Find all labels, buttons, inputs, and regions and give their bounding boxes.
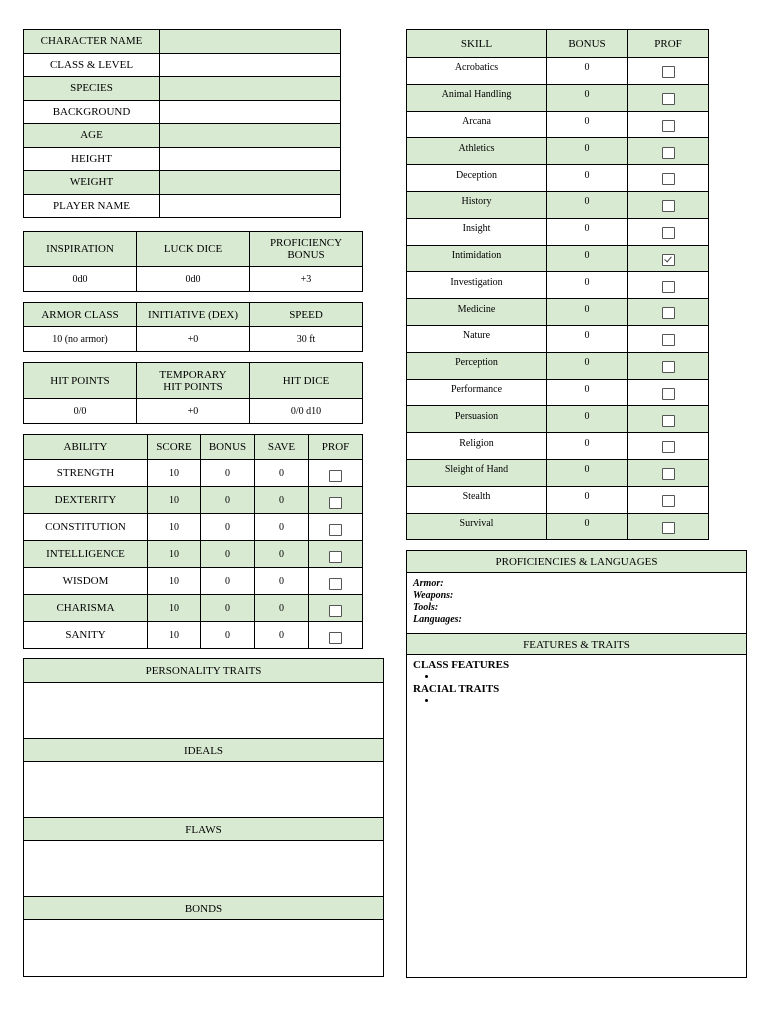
skill-bonus: 0 (547, 138, 628, 165)
skill-name: Performance (407, 379, 547, 406)
skill-bonus: 0 (547, 299, 628, 326)
skill-row (407, 513, 709, 540)
personality-traits-area[interactable] (24, 683, 383, 738)
skill-row (407, 486, 709, 513)
skill-name: Athletics (407, 138, 547, 165)
skill-bonus: 0 (547, 165, 628, 192)
ability-name: CHARISMA (24, 595, 148, 622)
identity-value[interactable] (160, 124, 341, 148)
identity-label: CHARACTER NAME (24, 30, 160, 54)
ability-row (24, 460, 363, 487)
skill-name: Animal Handling (407, 84, 547, 111)
skill-name: Religion (407, 433, 547, 460)
identity-value[interactable] (160, 147, 341, 171)
skill-row (407, 191, 709, 218)
prof-header: PROF (309, 435, 363, 460)
ability-name: WISDOM (24, 568, 148, 595)
initiative-header: INITIATIVE (DEX) (137, 303, 250, 327)
ability-prof-checkbox[interactable] (329, 632, 342, 644)
ability-prof-checkbox[interactable] (329, 524, 342, 536)
skill-prof-cell (628, 218, 709, 245)
skill-row (407, 406, 709, 433)
identity-row (24, 77, 341, 101)
identity-value[interactable] (160, 194, 341, 218)
ability-table (23, 434, 363, 649)
hit-dice-value[interactable]: 0/0 d10 (250, 399, 363, 424)
ideals-area[interactable] (24, 762, 383, 817)
identity-value[interactable] (160, 53, 341, 77)
ability-score[interactable]: 10 (148, 514, 201, 541)
skill-name: Perception (407, 352, 547, 379)
ability-bonus: 0 (201, 541, 255, 568)
skill-name: Medicine (407, 299, 547, 326)
skill-row (407, 165, 709, 192)
skill-row (407, 84, 709, 111)
ability-name: INTELLIGENCE (24, 541, 148, 568)
skill-name: Nature (407, 325, 547, 352)
initiative-value[interactable]: +0 (137, 327, 250, 352)
ability-bonus: 0 (201, 568, 255, 595)
skill-prof-cell (628, 58, 709, 85)
luck-dice-value[interactable]: 0d0 (137, 267, 250, 292)
skill-name: Survival (407, 513, 547, 540)
skill-prof-checkbox[interactable] (662, 254, 675, 266)
inspiration-table (23, 231, 363, 292)
ability-save: 0 (255, 460, 309, 487)
identity-label: SPECIES (24, 77, 160, 101)
hit-points-header: HIT POINTS (24, 363, 137, 399)
skill-prof-checkbox[interactable] (662, 522, 675, 534)
skill-prof-checkbox[interactable] (662, 93, 675, 105)
armor-class-value[interactable]: 10 (no armor) (24, 327, 137, 352)
proficiencies-area[interactable] (413, 578, 738, 626)
ability-name: SANITY (24, 622, 148, 649)
proficiencies-features-box (406, 550, 747, 978)
identity-row (24, 53, 341, 77)
identity-row (24, 100, 341, 124)
ability-name: DEXTERITY (24, 487, 148, 514)
ability-prof-cell (309, 514, 363, 541)
ideals-header: IDEALS (24, 738, 383, 762)
ability-score[interactable]: 10 (148, 487, 201, 514)
skill-row (407, 352, 709, 379)
hit-points-value[interactable]: 0/0 (24, 399, 137, 424)
ability-save: 0 (255, 622, 309, 649)
flaws-header: FLAWS (24, 817, 383, 841)
skill-prof-checkbox[interactable] (662, 468, 675, 480)
armor-table (23, 302, 363, 352)
skill-name: Intimidation (407, 245, 547, 272)
features-header: FEATURES & TRAITS (407, 633, 746, 655)
skill-prof-cell (628, 165, 709, 192)
skill-bonus: 0 (547, 218, 628, 245)
skill-prof-cell (628, 433, 709, 460)
skill-bonus: 0 (547, 486, 628, 513)
skill-prof-header: PROF (628, 30, 709, 58)
ability-bonus: 0 (201, 595, 255, 622)
skill-bonus: 0 (547, 111, 628, 138)
ability-prof-checkbox[interactable] (329, 497, 342, 509)
ability-name: CONSTITUTION (24, 514, 148, 541)
armor-prof-label: Armor: (413, 578, 444, 589)
skill-name: Stealth (407, 486, 547, 513)
ability-prof-cell (309, 622, 363, 649)
skill-prof-checkbox[interactable] (662, 441, 675, 453)
bonus-header: BONUS (201, 435, 255, 460)
bonds-area[interactable] (24, 920, 383, 975)
skill-prof-cell (628, 191, 709, 218)
class-features-list (413, 671, 738, 683)
armor-class-header: ARMOR CLASS (24, 303, 137, 327)
skill-name: Acrobatics (407, 58, 547, 85)
proficiency-bonus-header: PROFICIENCY BONUS (250, 232, 363, 267)
skill-prof-checkbox[interactable] (662, 200, 675, 212)
personality-traits-header: PERSONALITY TRAITS (24, 659, 383, 683)
skill-prof-cell (628, 486, 709, 513)
flaws-area[interactable] (24, 841, 383, 896)
skill-prof-checkbox[interactable] (662, 334, 675, 346)
luck-dice-header: LUCK DICE (137, 232, 250, 267)
ability-name: STRENGTH (24, 460, 148, 487)
racial-traits-label: RACIAL TRAITS (413, 683, 500, 695)
ability-save: 0 (255, 568, 309, 595)
skill-row (407, 299, 709, 326)
ability-prof-checkbox[interactable] (329, 605, 342, 617)
ability-row (24, 514, 363, 541)
ability-save: 0 (255, 514, 309, 541)
skill-prof-checkbox[interactable] (662, 281, 675, 293)
identity-label: HEIGHT (24, 147, 160, 171)
ability-prof-cell (309, 568, 363, 595)
skill-prof-cell (628, 299, 709, 326)
ability-score[interactable]: 10 (148, 568, 201, 595)
skill-row (407, 325, 709, 352)
inspiration-value[interactable]: 0d0 (24, 267, 137, 292)
ability-prof-checkbox[interactable] (329, 578, 342, 590)
skill-bonus: 0 (547, 84, 628, 111)
ability-prof-cell (309, 487, 363, 514)
skill-bonus: 0 (547, 191, 628, 218)
temp-hit-points-value[interactable]: +0 (137, 399, 250, 424)
skill-bonus: 0 (547, 406, 628, 433)
skill-prof-checkbox[interactable] (662, 495, 675, 507)
skill-prof-cell (628, 272, 709, 299)
skill-bonus: 0 (547, 352, 628, 379)
skill-row (407, 138, 709, 165)
ability-score[interactable]: 10 (148, 541, 201, 568)
ability-bonus: 0 (201, 622, 255, 649)
weapons-prof-label: Weapons: (413, 590, 454, 601)
ability-row (24, 622, 363, 649)
skill-prof-checkbox[interactable] (662, 227, 675, 239)
ability-prof-cell (309, 595, 363, 622)
hit-points-table (23, 362, 363, 424)
languages-prof-label: Languages: (413, 614, 462, 625)
skill-prof-checkbox[interactable] (662, 66, 675, 78)
skill-prof-cell (628, 111, 709, 138)
ability-bonus: 0 (201, 514, 255, 541)
skill-row (407, 111, 709, 138)
skill-row (407, 58, 709, 85)
skill-prof-cell (628, 84, 709, 111)
class-features-label: CLASS FEATURES (413, 659, 510, 671)
skill-bonus: 0 (547, 433, 628, 460)
skill-prof-checkbox[interactable] (662, 147, 675, 159)
skills-table (406, 29, 709, 540)
skill-prof-checkbox[interactable] (662, 307, 675, 319)
ability-row (24, 487, 363, 514)
ability-prof-checkbox[interactable] (329, 551, 342, 563)
skill-row (407, 245, 709, 272)
skill-row (407, 433, 709, 460)
ability-score[interactable]: 10 (148, 595, 201, 622)
skill-bonus: 0 (547, 513, 628, 540)
ability-save: 0 (255, 487, 309, 514)
skill-prof-cell (628, 513, 709, 540)
proficiencies-header: PROFICIENCIES & LANGUAGES (407, 551, 746, 573)
ability-bonus: 0 (201, 487, 255, 514)
ability-prof-checkbox[interactable] (329, 470, 342, 482)
identity-label: CLASS & LEVEL (24, 53, 160, 77)
proficiency-bonus-value[interactable]: +3 (250, 267, 363, 292)
tools-prof-label: Tools: (413, 602, 439, 613)
skill-header: SKILL (407, 30, 547, 58)
identity-label: WEIGHT (24, 171, 160, 195)
skill-prof-checkbox[interactable] (662, 388, 675, 400)
skill-bonus: 0 (547, 272, 628, 299)
skill-name: Investigation (407, 272, 547, 299)
temp-hit-points-header: TEMPORARY HIT POINTS (137, 363, 250, 399)
skill-prof-checkbox[interactable] (662, 415, 675, 427)
skill-bonus-header: BONUS (547, 30, 628, 58)
skill-name: History (407, 191, 547, 218)
identity-label: BACKGROUND (24, 100, 160, 124)
skill-prof-cell (628, 406, 709, 433)
identity-row (24, 194, 341, 218)
inspiration-header: INSPIRATION (24, 232, 137, 267)
features-area[interactable] (413, 659, 738, 707)
skill-prof-cell (628, 352, 709, 379)
ability-row (24, 568, 363, 595)
skill-name: Insight (407, 218, 547, 245)
identity-table (23, 29, 341, 218)
identity-row (24, 30, 341, 54)
skill-row (407, 272, 709, 299)
skill-prof-checkbox[interactable] (662, 173, 675, 185)
ability-bonus: 0 (201, 460, 255, 487)
score-header: SCORE (148, 435, 201, 460)
skill-bonus: 0 (547, 325, 628, 352)
personality-box (23, 658, 384, 977)
skill-bonus: 0 (547, 459, 628, 486)
ability-prof-cell (309, 541, 363, 568)
ability-score[interactable]: 10 (148, 460, 201, 487)
skill-name: Persuasion (407, 406, 547, 433)
skill-bonus: 0 (547, 379, 628, 406)
skill-name: Deception (407, 165, 547, 192)
list-item (437, 671, 738, 683)
identity-label: PLAYER NAME (24, 194, 160, 218)
identity-label: AGE (24, 124, 160, 148)
skill-prof-cell (628, 245, 709, 272)
skill-prof-cell (628, 459, 709, 486)
ability-score[interactable]: 10 (148, 622, 201, 649)
identity-value[interactable] (160, 77, 341, 101)
skill-prof-checkbox[interactable] (662, 120, 675, 132)
skill-row (407, 379, 709, 406)
skill-name: Sleight of Hand (407, 459, 547, 486)
ability-save: 0 (255, 541, 309, 568)
speed-value[interactable]: 30 ft (250, 327, 363, 352)
skill-prof-cell (628, 325, 709, 352)
identity-row (24, 124, 341, 148)
identity-row (24, 171, 341, 195)
identity-row (24, 147, 341, 171)
ability-row (24, 541, 363, 568)
racial-traits-list (413, 695, 738, 707)
identity-value[interactable] (160, 30, 341, 54)
ability-header: ABILITY (24, 435, 148, 460)
bonds-header: BONDS (24, 896, 383, 920)
speed-header: SPEED (250, 303, 363, 327)
identity-value[interactable] (160, 100, 341, 124)
skill-prof-cell (628, 379, 709, 406)
list-item (437, 695, 738, 707)
save-header: SAVE (255, 435, 309, 460)
skill-row (407, 218, 709, 245)
skill-name: Arcana (407, 111, 547, 138)
skill-bonus: 0 (547, 245, 628, 272)
skill-bonus: 0 (547, 58, 628, 85)
skill-prof-checkbox[interactable] (662, 361, 675, 373)
hit-dice-header: HIT DICE (250, 363, 363, 399)
ability-row (24, 595, 363, 622)
ability-prof-cell (309, 460, 363, 487)
skill-prof-cell (628, 138, 709, 165)
identity-value[interactable] (160, 171, 341, 195)
skill-row (407, 459, 709, 486)
ability-save: 0 (255, 595, 309, 622)
